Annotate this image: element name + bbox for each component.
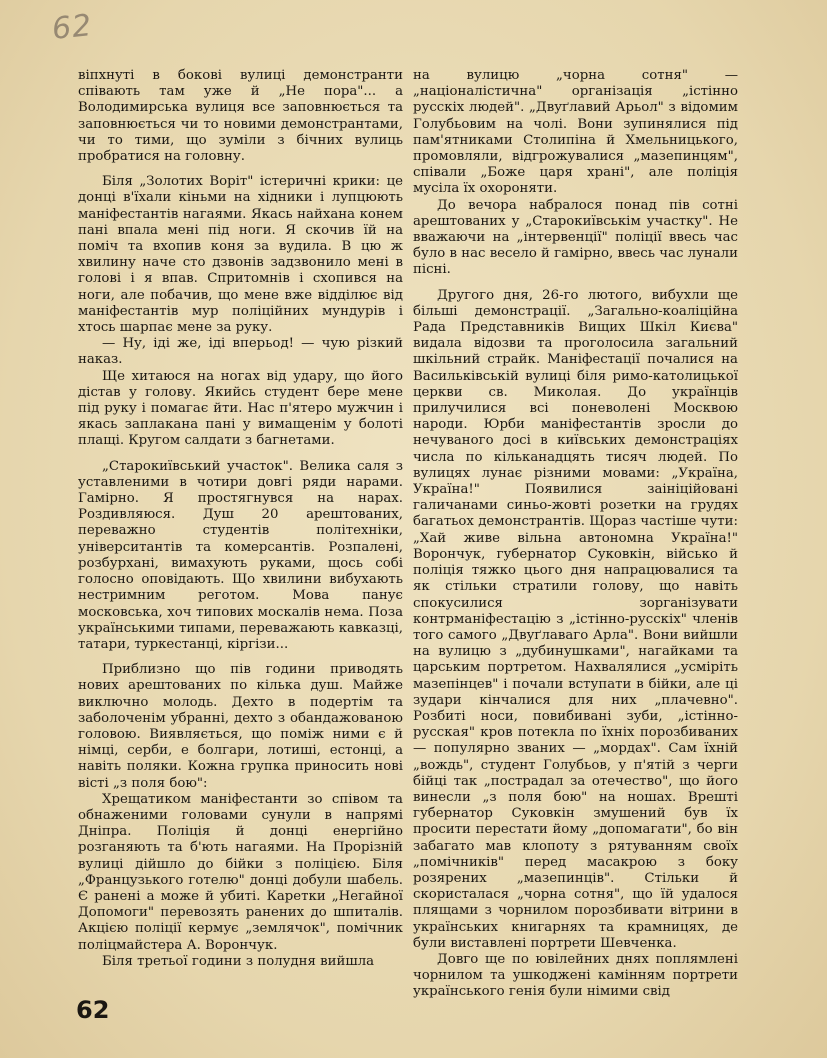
paragraph: Приблизно що пів години приводять нових арештованих по кілька душ. Майже виключно молодь. Дехто в подертім та заболоченім убранні, дехто з обандажованою головою. Виявляється, що поміж ними є й німці, серби, е болгари, лотиші, естонці, а навіть поляки. Кожна групка приносить нові вісті „з поля бою": (78, 662, 403, 791)
paragraph: Довго ще по ювілейних днях поплямлені чорнилом та ушкоджені камінням портрети українського генія були німими свід (413, 951, 738, 1000)
handwritten-page-number: 62 (50, 7, 94, 48)
paragraph: Ще хитаюся на ногах від удару, що його дістав у голову. Якийсь студент бере мене під руку і помагає йти. Нас п'ятеро мужчин і якась заплакана пані у вимащенім у болоті плащі. Кругом салдати з багнетами. (78, 368, 403, 449)
paragraph: „Старокиївський участок". Велика саля з уставленими в чотири довгі ряди нарами. Гамірно. Я простягнувся на нарах. Роздивляюся. Душ 20 арештованих, переважно студентів політехніки, університантів та комерсантів. Розпалені, розбурхані, вимахують руками, щось собі голосно оповідають. Що хвилини вибухають нестримним реготом. Мова панує московська, хоч типових москалів нема. Поза українськими типами, переважають кавказці, татари, туркестанці, кіргізи... (78, 458, 403, 652)
page-number: 62 (76, 996, 110, 1024)
paragraph: на вулицю „чорна сотня" — „націоналістична" організація „істінно русскіх людей". „Двуґлавий Арьол" з відомим Голубьовим на чолі. Вони зупинялися під пам'ятниками Столипіна й Хмельницького, промовляли, відгрожувалися „мазепинцям", співали „Боже царя храні", але поліція мусіла їх охороняти. (413, 68, 738, 197)
paragraph: Хрещатиком маніфестанти зо співом та обнаженими головами сунули в напрямі Дніпра. Поліція й донці енергійно розганяють та б'ють нагаями. На Прорізній вулиці дійшло до бійки з поліцією. Біля „Французького готелю" донці добули шабель. Є ранені а може й убиті. Каретки „Негайної Допомоги" перевозять ранених до шпиталів. Акцією поліції кермує „землячок", помічник поліцмайстера А. Ворончук. (78, 791, 403, 953)
paragraph: Біля третьої години з полудня вийшла (102, 953, 375, 969)
right-column (413, 68, 738, 1001)
paragraph: Біля „Золотих Воріт" істеричні крики: це донці в'їхали кіньми на хідники і лупцюють маніфестантів нагаями. Якась найхана конем пані впала мені під ноги. Я скочив їй на поміч та вхопив коня за вудила. В цю ж хвилину наче сто дзвонів задзвонило мені в голові і я впав. Спритомнів і схопився на ноги, але побачив, що мене вже відділює від маніфестантів мур поліційних мундурів і хтось шарпає мене за руку. (78, 174, 403, 336)
paragraph: Другого дня, 26-го лютого, вибухли ще більші демонстрації. „Загально-коаліційна Рада Представників Вищих Шкіл Києва" видала відозви та проголосила загальний шкільний страйк. Маніфестації почалися на Васильківській вулиці біля римо-католицької церкви св. Миколая. До українців прилучилися всі поневолені Москвою народи. Юрби маніфестантів зросли до нечуваного досі в київських демонстраціях числа по кільканадцять тисяч людей. По вулицях лунає різними мовами: „Україна, Україна!" Появилися заініційовані галичанами синьо-жовті розетки на грудях багатьох демонстрантів. Щораз частіше чути: „Хай живе вільна автономна Україна!" Ворончук, губернатор Суковкін, військо й поліція тяжко цього дня напрацювалися та як стільки стратили голову, що навіть спокусилися зорганізувати контрманіфестацію з „істінно-русскіх" членів того самого „Двуґлаваго Арла". Вони вийшли на вулицю з „дубинушками", нагайками та царським портретом. Нахвалялися „усміріть мазепінцев" і почали вступати в бійки, але ці зудари кінчалися для них „плачевно". Розбиті носи, повибивані зуби, „істінно-русская" кров потекла по їхніх порозбиваних — популярно званих — „мордах". Сам їхній „вождь", студент Голубьов, у п'ятій з черги бійці так „пострадал за отечество", що його винесли „з поля бою" на ношах. Врешті губернатор Суковкін змушений був їх просити перестати йому „допомагати", бо він забагато мав клопоту з рятуванням своїх „помічників" перед масакрою з боку розярених „мазепинців". Стільки й скористалася „чорна сотня", що їй удалося плящами з чорнилом порозбивати вітрини в українських книгарнях та крамницях, де були виставлені портрети Шевченка. (413, 287, 738, 951)
left-column (78, 68, 403, 970)
paragraph: До вечора набралося понад пів сотні арештованих у „Старокиївськім участку". Не вважаючи на „інтервенції" поліції ввесь час було в нас весело й гамірно, ввесь час лунали пісні. (413, 197, 738, 278)
paragraph: — Ну, іді же, іді вперьод! — чую різкий наказ. (78, 336, 403, 368)
paragraph: віпхнуті в бокові вулиці демонстранти співають там уже й „Не пора"... а Володимирська вулиця все заповнюється та заповнюється чи то новими демонстрантами, чи то тими, що зуміли з бічних вулиць пробратися на головну. (78, 68, 403, 165)
